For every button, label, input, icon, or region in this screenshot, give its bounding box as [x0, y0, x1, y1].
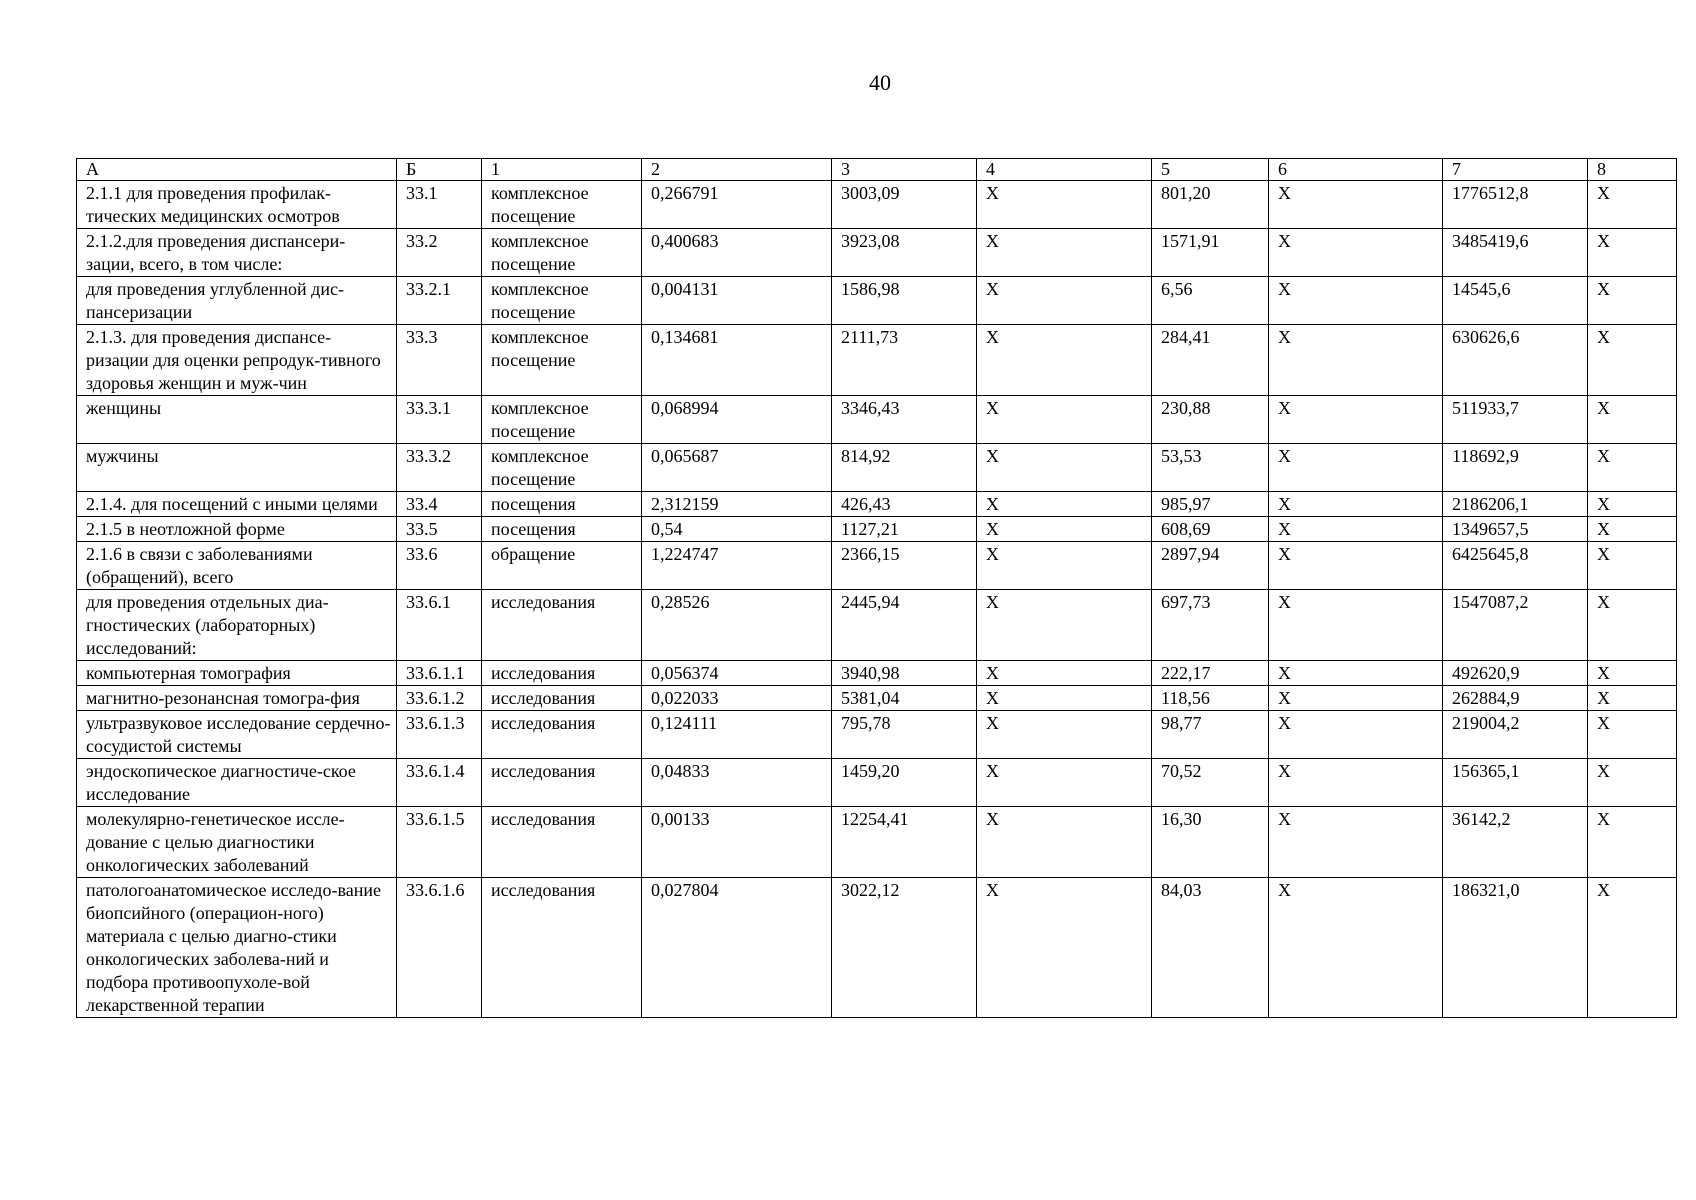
col6-cell: X — [1269, 325, 1443, 396]
col4-cell: X — [977, 277, 1152, 325]
row-code-cell: 33.6 — [397, 542, 482, 590]
col3-cell: 3022,12 — [832, 878, 977, 1018]
row-code-cell: 33.6.1.1 — [397, 661, 482, 686]
col7-cell: 630626,6 — [1443, 325, 1588, 396]
col2-cell: 0,027804 — [642, 878, 832, 1018]
table-row — [77, 807, 1677, 878]
table-row — [77, 878, 1677, 1018]
col3-cell: 3346,43 — [832, 396, 977, 444]
table-row — [77, 492, 1677, 517]
col4-cell: X — [977, 444, 1152, 492]
column-header: 3 — [832, 159, 977, 181]
data-table — [76, 158, 1677, 1018]
col7-cell: 219004,2 — [1443, 711, 1588, 759]
col8-cell: X — [1588, 878, 1677, 1018]
unit-cell: исследования — [482, 711, 642, 759]
table-row — [77, 661, 1677, 686]
col3-cell: 1586,98 — [832, 277, 977, 325]
table-row — [77, 181, 1677, 229]
col8-cell: X — [1588, 277, 1677, 325]
col2-cell: 0,124111 — [642, 711, 832, 759]
table-header-row — [77, 159, 1677, 181]
unit-cell: исследования — [482, 759, 642, 807]
col3-cell: 5381,04 — [832, 686, 977, 711]
col8-cell: X — [1588, 542, 1677, 590]
col5-cell: 222,17 — [1152, 661, 1269, 686]
row-code-cell: 33.1 — [397, 181, 482, 229]
col6-cell: X — [1269, 878, 1443, 1018]
unit-cell: комплексное посещение — [482, 229, 642, 277]
row-code-cell: 33.3.1 — [397, 396, 482, 444]
col4-cell: X — [977, 396, 1152, 444]
col8-cell: X — [1588, 325, 1677, 396]
col2-cell: 0,54 — [642, 517, 832, 542]
unit-cell: исследования — [482, 686, 642, 711]
unit-cell: комплексное посещение — [482, 396, 642, 444]
row-name-cell: мужчины — [77, 444, 397, 492]
col3-cell: 2445,94 — [832, 590, 977, 661]
row-code-cell: 33.4 — [397, 492, 482, 517]
col8-cell: X — [1588, 444, 1677, 492]
table-row — [77, 711, 1677, 759]
col5-cell: 53,53 — [1152, 444, 1269, 492]
col6-cell: X — [1269, 661, 1443, 686]
col5-cell: 801,20 — [1152, 181, 1269, 229]
col4-cell: X — [977, 711, 1152, 759]
row-code-cell: 33.3.2 — [397, 444, 482, 492]
row-code-cell: 33.5 — [397, 517, 482, 542]
col4-cell: X — [977, 686, 1152, 711]
col3-cell: 3923,08 — [832, 229, 977, 277]
col4-cell: X — [977, 325, 1152, 396]
col7-cell: 262884,9 — [1443, 686, 1588, 711]
column-header: 4 — [977, 159, 1152, 181]
col2-cell: 0,04833 — [642, 759, 832, 807]
col3-cell: 1127,21 — [832, 517, 977, 542]
table-row — [77, 686, 1677, 711]
col5-cell: 1571,91 — [1152, 229, 1269, 277]
col4-cell: X — [977, 542, 1152, 590]
col8-cell: X — [1588, 807, 1677, 878]
col2-cell: 0,068994 — [642, 396, 832, 444]
row-code-cell: 33.6.1.4 — [397, 759, 482, 807]
row-name-cell: 2.1.3. для проведения диспансе-ризации для оценки репродук-тивного здоровья женщин и муж-чин — [77, 325, 397, 396]
table-row — [77, 542, 1677, 590]
col3-cell: 426,43 — [832, 492, 977, 517]
col7-cell: 36142,2 — [1443, 807, 1588, 878]
col7-cell: 118692,9 — [1443, 444, 1588, 492]
col7-cell: 1776512,8 — [1443, 181, 1588, 229]
unit-cell: исследования — [482, 590, 642, 661]
col6-cell: X — [1269, 590, 1443, 661]
col2-cell: 0,056374 — [642, 661, 832, 686]
row-code-cell: 33.2.1 — [397, 277, 482, 325]
row-name-cell: 2.1.1 для проведения профилак-тических медицинских осмотров — [77, 181, 397, 229]
col8-cell: X — [1588, 396, 1677, 444]
col5-cell: 6,56 — [1152, 277, 1269, 325]
col7-cell: 1547087,2 — [1443, 590, 1588, 661]
col4-cell: X — [977, 878, 1152, 1018]
col3-cell: 3940,98 — [832, 661, 977, 686]
col5-cell: 697,73 — [1152, 590, 1269, 661]
row-name-cell: компьютерная томография — [77, 661, 397, 686]
col6-cell: X — [1269, 686, 1443, 711]
row-code-cell: 33.6.1 — [397, 590, 482, 661]
col2-cell: 0,022033 — [642, 686, 832, 711]
unit-cell: комплексное посещение — [482, 181, 642, 229]
row-name-cell: 2.1.4. для посещений с иными целями — [77, 492, 397, 517]
col3-cell: 814,92 — [832, 444, 977, 492]
table-row — [77, 325, 1677, 396]
col2-cell: 0,004131 — [642, 277, 832, 325]
col5-cell: 2897,94 — [1152, 542, 1269, 590]
col8-cell: X — [1588, 686, 1677, 711]
col7-cell: 1349657,5 — [1443, 517, 1588, 542]
col8-cell: X — [1588, 661, 1677, 686]
unit-cell: исследования — [482, 807, 642, 878]
col7-cell: 6425645,8 — [1443, 542, 1588, 590]
col7-cell: 2186206,1 — [1443, 492, 1588, 517]
row-name-cell: для проведения отдельных диа-гностических (лабораторных) исследований: — [77, 590, 397, 661]
row-name-cell: женщины — [77, 396, 397, 444]
table-row — [77, 590, 1677, 661]
row-name-cell: 2.1.5 в неотложной форме — [77, 517, 397, 542]
col2-cell: 0,266791 — [642, 181, 832, 229]
col5-cell: 608,69 — [1152, 517, 1269, 542]
col3-cell: 3003,09 — [832, 181, 977, 229]
row-name-cell: 2.1.2.для проведения диспансери-зации, всего, в том числе: — [77, 229, 397, 277]
col6-cell: X — [1269, 517, 1443, 542]
col6-cell: X — [1269, 277, 1443, 325]
col2-cell: 0,134681 — [642, 325, 832, 396]
row-code-cell: 33.2 — [397, 229, 482, 277]
col5-cell: 70,52 — [1152, 759, 1269, 807]
col8-cell: X — [1588, 590, 1677, 661]
col6-cell: X — [1269, 492, 1443, 517]
col6-cell: X — [1269, 711, 1443, 759]
col4-cell: X — [977, 590, 1152, 661]
col5-cell: 98,77 — [1152, 711, 1269, 759]
col8-cell: X — [1588, 711, 1677, 759]
column-header: 6 — [1269, 159, 1443, 181]
unit-cell: исследования — [482, 878, 642, 1018]
column-header: 8 — [1588, 159, 1677, 181]
unit-cell: комплексное посещение — [482, 277, 642, 325]
row-code-cell: 33.6.1.2 — [397, 686, 482, 711]
col5-cell: 118,56 — [1152, 686, 1269, 711]
col5-cell: 230,88 — [1152, 396, 1269, 444]
col7-cell: 511933,7 — [1443, 396, 1588, 444]
col5-cell: 84,03 — [1152, 878, 1269, 1018]
row-name-cell: магнитно-резонансная томогра-фия — [77, 686, 397, 711]
col7-cell: 3485419,6 — [1443, 229, 1588, 277]
unit-cell: посещения — [482, 517, 642, 542]
page-number: 40 — [869, 70, 891, 95]
unit-cell: комплексное посещение — [482, 325, 642, 396]
column-header: Б — [397, 159, 482, 181]
table-row — [77, 229, 1677, 277]
col4-cell: X — [977, 759, 1152, 807]
col4-cell: X — [977, 229, 1152, 277]
unit-cell: обращение — [482, 542, 642, 590]
col8-cell: X — [1588, 759, 1677, 807]
table-body — [77, 181, 1677, 1018]
col6-cell: X — [1269, 759, 1443, 807]
col4-cell: X — [977, 492, 1152, 517]
col4-cell: X — [977, 517, 1152, 542]
col4-cell: X — [977, 661, 1152, 686]
column-header: А — [77, 159, 397, 181]
col7-cell: 14545,6 — [1443, 277, 1588, 325]
col3-cell: 2111,73 — [832, 325, 977, 396]
col3-cell: 12254,41 — [832, 807, 977, 878]
row-name-cell: эндоскопическое диагностиче-ское исследование — [77, 759, 397, 807]
table-row — [77, 444, 1677, 492]
col8-cell: X — [1588, 492, 1677, 517]
unit-cell: комплексное посещение — [482, 444, 642, 492]
col5-cell: 985,97 — [1152, 492, 1269, 517]
row-name-cell: для проведения углубленной дис-пансеризации — [77, 277, 397, 325]
col2-cell: 0,065687 — [642, 444, 832, 492]
col6-cell: X — [1269, 542, 1443, 590]
col6-cell: X — [1269, 444, 1443, 492]
col2-cell: 2,312159 — [642, 492, 832, 517]
col3-cell: 1459,20 — [832, 759, 977, 807]
col8-cell: X — [1588, 181, 1677, 229]
column-header: 7 — [1443, 159, 1588, 181]
col2-cell: 0,00133 — [642, 807, 832, 878]
col7-cell: 492620,9 — [1443, 661, 1588, 686]
col5-cell: 16,30 — [1152, 807, 1269, 878]
row-name-cell: 2.1.6 в связи с заболеваниями (обращений), всего — [77, 542, 397, 590]
column-header: 2 — [642, 159, 832, 181]
col4-cell: X — [977, 181, 1152, 229]
table-row — [77, 277, 1677, 325]
col5-cell: 284,41 — [1152, 325, 1269, 396]
col4-cell: X — [977, 807, 1152, 878]
table-row — [77, 759, 1677, 807]
row-name-cell: ультразвуковое исследование сердечно-сосудистой системы — [77, 711, 397, 759]
col6-cell: X — [1269, 181, 1443, 229]
row-code-cell: 33.6.1.5 — [397, 807, 482, 878]
col7-cell: 186321,0 — [1443, 878, 1588, 1018]
col2-cell: 1,224747 — [642, 542, 832, 590]
col8-cell: X — [1588, 517, 1677, 542]
row-code-cell: 33.6.1.3 — [397, 711, 482, 759]
row-code-cell: 33.3 — [397, 325, 482, 396]
column-header: 1 — [482, 159, 642, 181]
col3-cell: 795,78 — [832, 711, 977, 759]
unit-cell: исследования — [482, 661, 642, 686]
row-code-cell: 33.6.1.6 — [397, 878, 482, 1018]
column-header: 5 — [1152, 159, 1269, 181]
row-name-cell: патологоанатомическое исследо-вание биопсийного (операцион-ного) материала с целью диагно-стики онкологических заболева-ний и подбора противоопухоле-вой лекарственной терапии — [77, 878, 397, 1018]
col2-cell: 0,400683 — [642, 229, 832, 277]
col6-cell: X — [1269, 229, 1443, 277]
col6-cell: X — [1269, 807, 1443, 878]
col2-cell: 0,28526 — [642, 590, 832, 661]
table-row — [77, 517, 1677, 542]
table-row — [77, 396, 1677, 444]
col8-cell: X — [1588, 229, 1677, 277]
col3-cell: 2366,15 — [832, 542, 977, 590]
col7-cell: 156365,1 — [1443, 759, 1588, 807]
unit-cell: посещения — [482, 492, 642, 517]
col6-cell: X — [1269, 396, 1443, 444]
row-name-cell: молекулярно-генетическое иссле-дование с целью диагностики онкологических заболеваний — [77, 807, 397, 878]
